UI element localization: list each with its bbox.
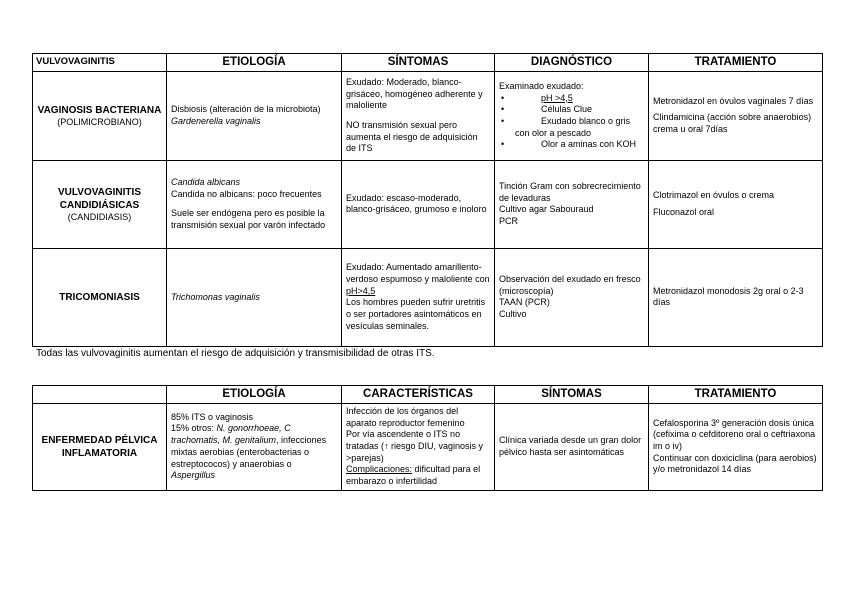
text-span: N. gonorrhoeae, C trachomatis, M. genitalium — [171, 423, 291, 446]
cell-tratamiento — [649, 248, 823, 346]
text-line: Tinción Gram con sobrecrecimiento de levaduras — [499, 181, 641, 203]
header-etiologia: ETIOLOGÍA — [167, 386, 342, 404]
text-line: Observación del exudado en fresco (microscopía) — [499, 274, 641, 296]
text-span: Complicaciones: — [346, 464, 413, 475]
list-item — [499, 139, 644, 151]
text-line: pH >4,5 — [541, 92, 573, 103]
text-line: Cefalosporina 3º generación dosis única (cefixima o cefditoreno oral o ceftriaxona im o iv) — [653, 417, 816, 451]
header-tratamiento: TRATAMIENTO — [649, 386, 823, 404]
list-item — [499, 116, 644, 139]
cell-caracteristicas — [342, 403, 495, 490]
text-line: Metronidazol en óvulos vaginales 7 días — [653, 96, 814, 107]
table-row — [33, 248, 823, 346]
row-name-candidiasis — [33, 160, 167, 248]
table-header-row — [33, 386, 823, 404]
text-line: 85% ITS o vaginosis — [171, 411, 254, 422]
text-line: PCR — [499, 216, 519, 227]
row-title: VULVOVAGINITIS CANDIDIÁSICAS — [58, 186, 141, 211]
header-caracteristicas: CARACTERÍSTICAS — [342, 386, 495, 404]
row-name-epi: ENFERMEDAD PÉLVICA INFLAMATORIA — [33, 403, 167, 490]
text-line: Cultivo agar Sabouraud — [499, 204, 594, 215]
cell-etiologia — [167, 160, 342, 248]
list-item — [499, 93, 644, 105]
cell-sintomas — [342, 160, 495, 248]
cell-sintomas — [495, 403, 649, 490]
row-title: VAGINOSIS BACTERIANA — [37, 104, 162, 116]
cell-tratamiento — [649, 403, 823, 490]
text-line: Metronidazol monodosis 2g oral o 2-3 días — [653, 285, 804, 308]
vulvovaginitis-table — [32, 53, 823, 347]
header-empty — [33, 386, 167, 404]
cell-tratamiento — [649, 160, 823, 248]
text-line: Fluconazol oral — [653, 207, 715, 218]
epi-table — [32, 385, 823, 491]
text-line: Infección de los órganos del aparato reproductor femenino — [346, 405, 465, 428]
row-subtitle: (CANDIDIASIS) — [67, 211, 132, 222]
footnote: Todas las vulvovaginitis aumentan el riesgo de adquisición y transmisibilidad de otras ITS. — [36, 348, 435, 359]
text-line: Células Clue — [541, 104, 593, 115]
row-name-vaginosis — [33, 71, 167, 160]
text-line: Clotrimazol en óvulos o crema — [653, 189, 775, 200]
text-span: , infecciones mixtas aerobias (enterobacterias o estreptococos) y anaerobias o — [171, 435, 327, 469]
cell-diagnostico — [495, 248, 649, 346]
text-line: Por vía ascendente o ITS no tratadas (↑ riesgo DIU, vaginosis y >parejas) — [346, 429, 484, 463]
row-subtitle: (POLIMICROBIANO) — [57, 116, 142, 127]
cell-diagnostico — [495, 71, 649, 160]
cell-etiologia — [167, 71, 342, 160]
text-line: Clínica variada desde un gran dolor pélvico hasta ser asintomáticas — [499, 435, 642, 457]
list-item — [499, 104, 644, 116]
text-line: Disbiosis (alteración de la microbiota) — [171, 104, 321, 115]
cell-tratamiento — [649, 71, 823, 160]
text-line: Examinado exudado: — [499, 80, 584, 91]
text-line: TAAN (PCR) — [499, 297, 550, 308]
cell-etiologia — [167, 248, 342, 346]
table-row — [33, 160, 823, 248]
text-line: Cultivo — [499, 309, 527, 320]
text-line: Suele ser endógena pero es posible la transmisión sexual por varón infectado — [171, 208, 326, 231]
text-line: Clindamicina (acción sobre anaerobios) crema u oral 7días — [653, 112, 812, 134]
text-span: dificultad para el embarazo o infertilidad — [346, 464, 481, 487]
table-row — [33, 403, 823, 490]
text-line: Exudado: Moderado, blanco-grisáceo, homogéneo adherente y maloliente — [346, 76, 483, 111]
text-line: Candida albicans — [171, 177, 241, 188]
header-sintomas: SÍNTOMAS — [342, 54, 495, 72]
text-line: Exudado blanco o gris con olor a pescado — [515, 115, 631, 138]
text-line: Olor a aminas con KOH — [541, 139, 637, 150]
text-line: Exudado: Aumentado amarillento-verdoso espumoso y maloliente con — [346, 262, 490, 285]
diagnostico-list — [499, 93, 644, 151]
text-line: Candida no albicans: poco frecuentes — [171, 188, 322, 199]
text-line: Continuar con doxiciclina (para aerobios) y/o metronidazol 14 días — [653, 452, 817, 475]
header-diagnostico: DIAGNÓSTICO — [495, 54, 649, 72]
text-line: pH>4,5 — [346, 285, 376, 296]
text-line: Trichomonas vaginalis — [171, 291, 260, 302]
cell-etiologia — [167, 403, 342, 490]
row-name-tricomoniasis: TRICOMONIASIS — [33, 248, 167, 346]
table-row — [33, 71, 823, 160]
text-line: NO transmisión sexual pero aumenta el riesgo de adquisición de ITS — [346, 119, 478, 154]
text-line: Gardenerella vaginalis — [171, 115, 261, 126]
text-span: 15% otros: — [171, 423, 215, 434]
cell-sintomas — [342, 71, 495, 160]
header-vulvovaginitis: VULVOVAGINITIS — [33, 54, 167, 72]
text-line — [171, 423, 337, 481]
header-tratamiento: TRATAMIENTO — [649, 54, 823, 72]
text-line: Los hombres pueden sufrir uretritis o ser portadores asintomáticos en vesículas seminales. — [346, 297, 486, 331]
cell-sintomas — [342, 248, 495, 346]
text-line: Exudado: escaso-moderado, blanco-grisáceo, grumoso e inoloro — [346, 192, 487, 215]
header-sintomas: SÍNTOMAS — [495, 386, 649, 404]
header-etiologia: ETIOLOGÍA — [167, 54, 342, 72]
text-line — [346, 464, 490, 487]
text-span: Aspergillus — [171, 470, 216, 481]
table-header-row — [33, 54, 823, 72]
cell-diagnostico — [495, 160, 649, 248]
